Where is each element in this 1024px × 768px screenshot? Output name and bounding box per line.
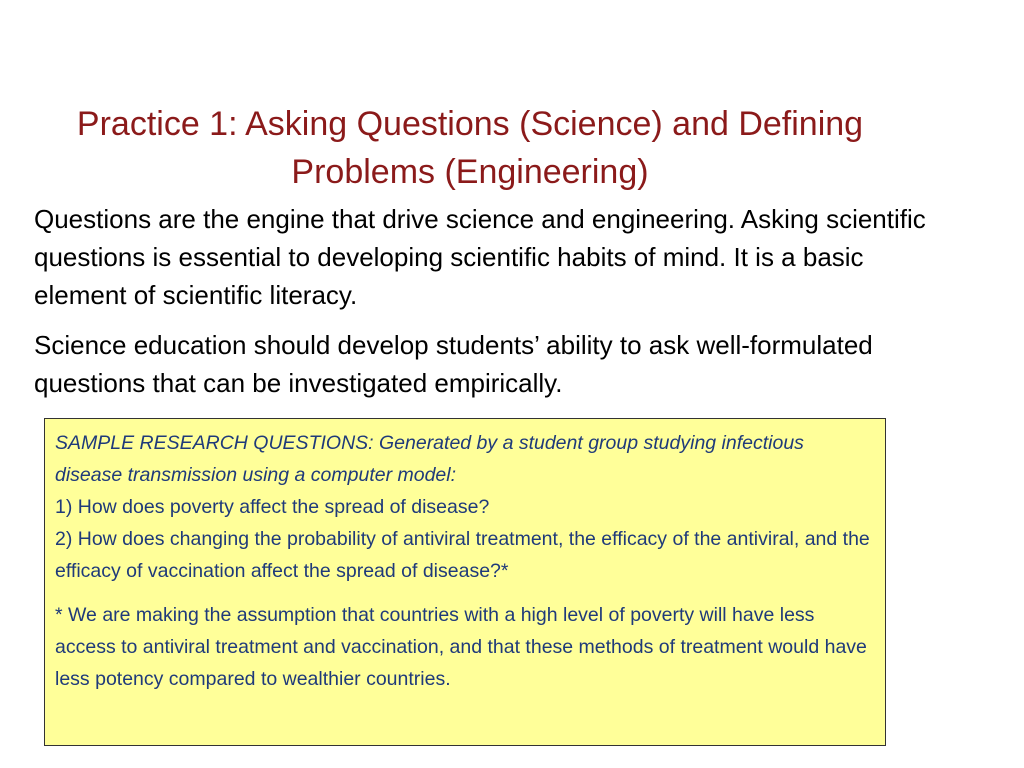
sample-box-footnote: * We are making the assumption that countries with a high level of poverty will have less access to antiviral treatment and vaccination, and that these methods of treatment would have less potency compared to wealthier countries.	[55, 604, 867, 690]
sample-question-1: 1) How does poverty affect the spread of disease?	[55, 496, 490, 518]
paragraph-questions-engine: Questions are the engine that drive science and engineering. Asking scientific questions is essential to developing scientific habits of mind. It is a basic element of scientific literacy.	[34, 204, 926, 310]
sample-question-2: 2) How does changing the probability of antiviral treatment, the efficacy of the antiviral, and the efficacy of vaccination affect the spread of disease?*	[55, 528, 870, 582]
sample-research-questions-box	[44, 418, 886, 746]
sample-box-intro: SAMPLE RESEARCH QUESTIONS: Generated by a student group studying infectious disease transmission using a computer model:	[55, 432, 804, 486]
body-text	[34, 200, 934, 414]
slide-title: Practice 1: Asking Questions (Science) and Defining Problems (Engineering)	[76, 105, 864, 191]
paragraph-science-education: Science education should develop students’ ability to ask well-formulated questions that can be investigated empirically.	[34, 330, 873, 398]
